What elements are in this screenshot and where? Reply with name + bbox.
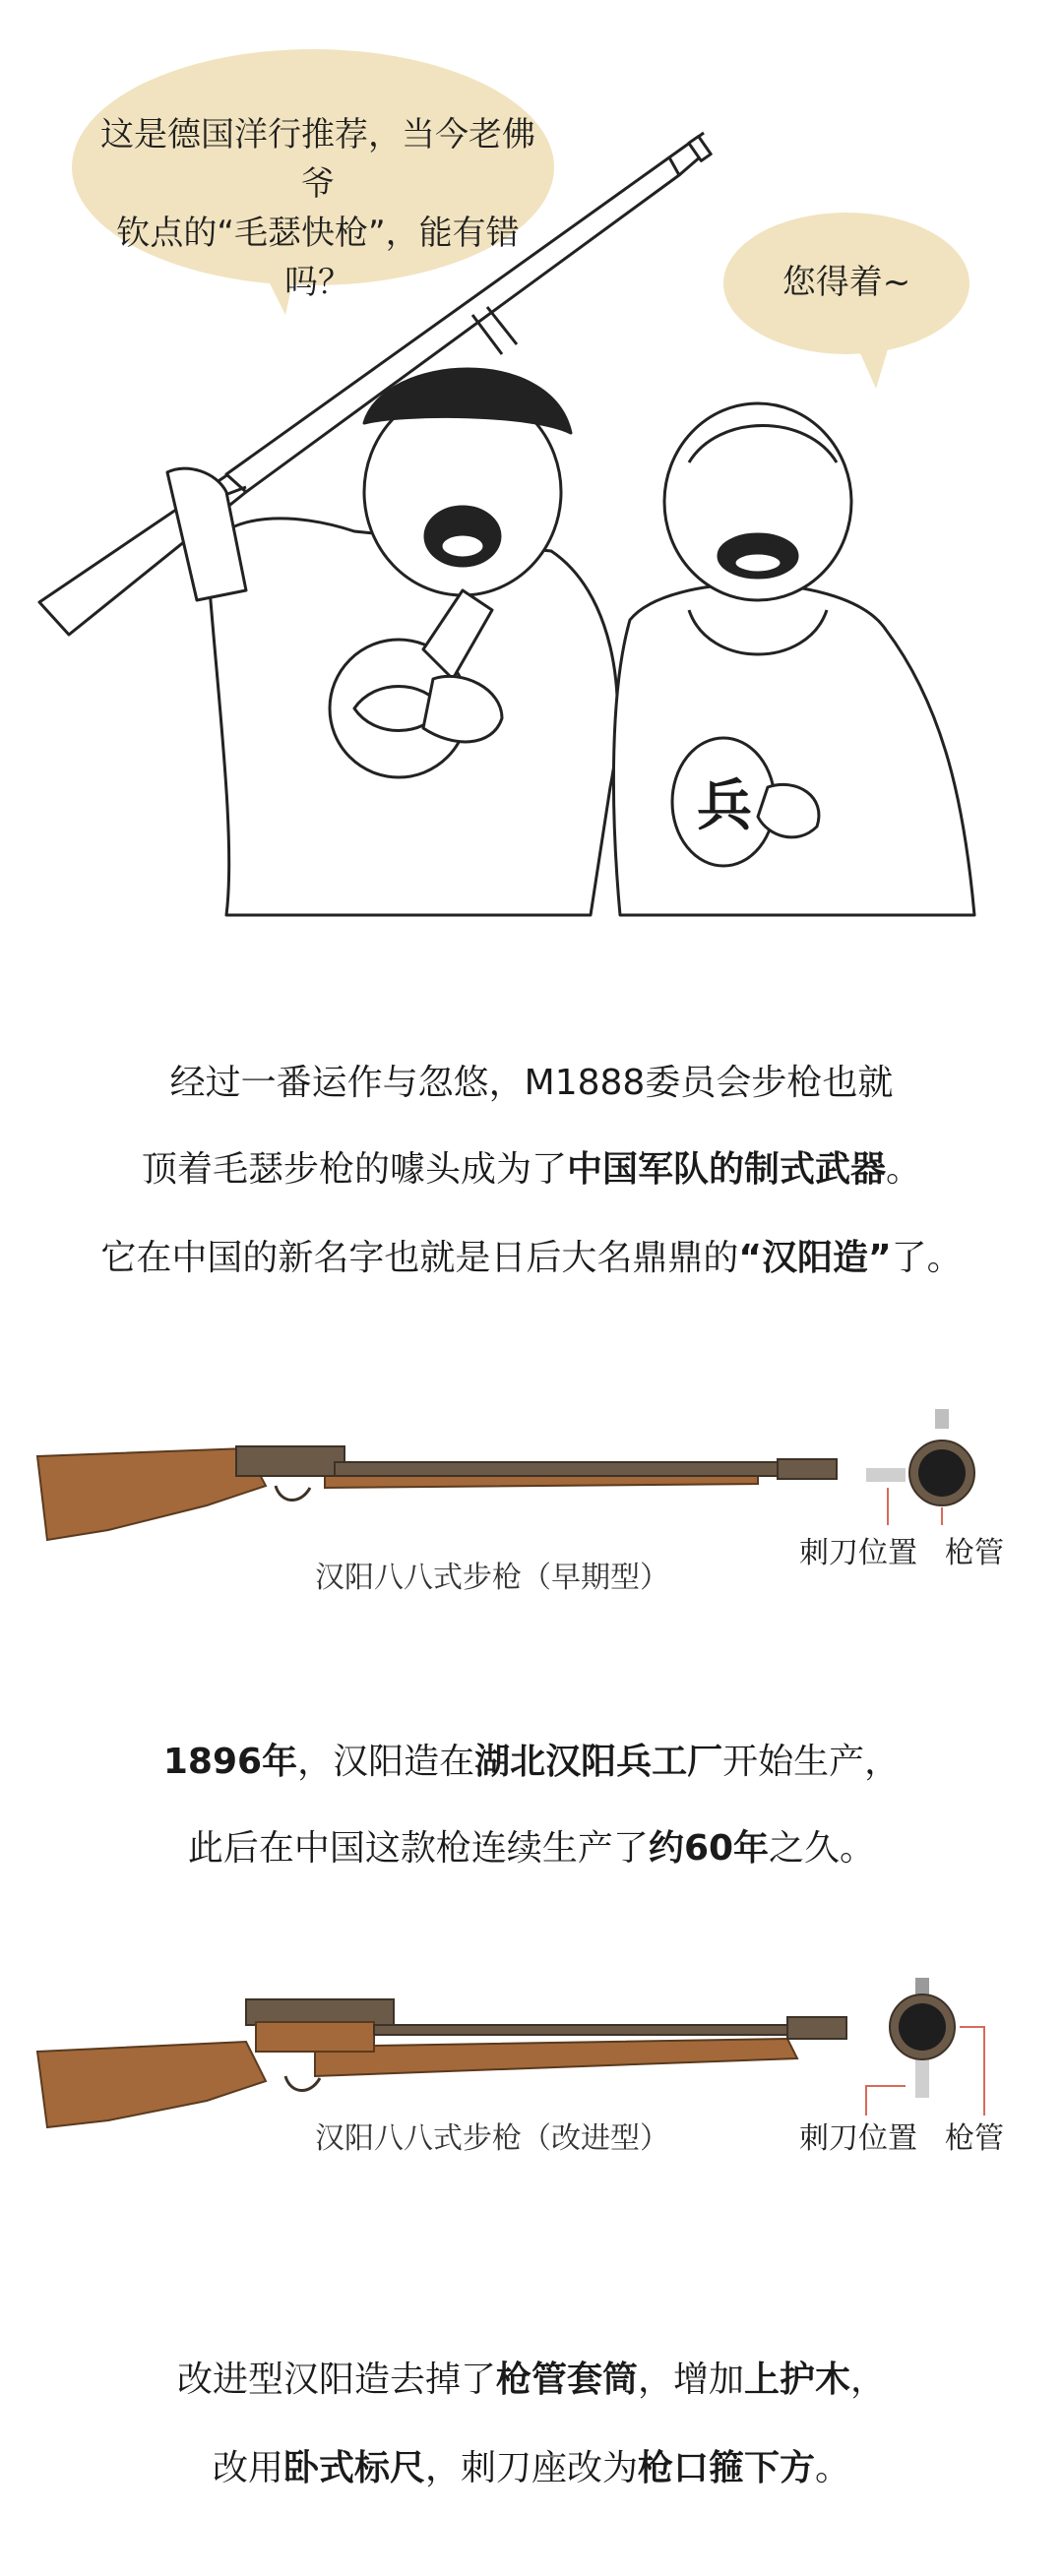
speech-bubble-left-line2: 钦点的“毛瑟快枪”，能有错吗？ xyxy=(116,214,520,302)
intro-line3-text-c: 了。 xyxy=(891,1238,963,1278)
improved-rifle-illustration xyxy=(0,1968,1063,2135)
soldier-badge-text: 兵 xyxy=(697,774,752,838)
speech-bubble-right-text: 您得着~ xyxy=(782,263,911,302)
intro-line2-text-a: 顶着毛瑟步枪的噱头成为了 xyxy=(141,1149,567,1190)
early-barrel-label: 枪管 xyxy=(945,1536,1004,1570)
production-text-2c: 之久。 xyxy=(769,1828,876,1869)
intro-line2-bold: 中国军队的制式武器 xyxy=(566,1149,886,1190)
speech-bubble-left-line1: 这是德国洋行推荐，当今老佛爷 xyxy=(100,115,535,204)
intro-paragraph-line3 xyxy=(0,1230,1063,1280)
intro-line2-text-c: 。 xyxy=(886,1149,922,1190)
production-arsenal: 湖北汉阳兵工厂 xyxy=(474,1742,723,1782)
production-text-d: 开始生产， xyxy=(722,1742,901,1782)
improvements-handguard: 上护木 xyxy=(744,2360,851,2400)
production-text-b: ，汉阳造在 xyxy=(297,1742,475,1782)
improvements-text-1c: ，增加 xyxy=(637,2360,744,2400)
improvements-text-2c: ，刺刀座改为 xyxy=(424,2448,638,2488)
improvements-mount: 枪口箍下方 xyxy=(638,2448,816,2488)
improvements-text-2a: 改用 xyxy=(212,2448,283,2488)
improved-barrel-label: 枪管 xyxy=(945,2121,1004,2156)
official-character-drawing xyxy=(167,369,618,915)
soldier-character-drawing xyxy=(613,403,974,915)
improved-rifle-caption: 汉阳八八式步枪（改进型） xyxy=(315,2121,669,2156)
improvements-text-1a: 改进型汉阳造去掉了 xyxy=(176,2360,496,2400)
improved-rifle-drawing xyxy=(0,1968,1063,2135)
improved-bayonet-label: 刺刀位置 xyxy=(799,2121,917,2156)
production-paragraph-line2 xyxy=(0,1820,1063,1871)
improvements-text-2e: 。 xyxy=(815,2448,851,2488)
improvements-text-1e: ， xyxy=(850,2360,887,2400)
production-paragraph-line1 xyxy=(0,1734,1063,1784)
improvements-paragraph-line1 xyxy=(0,2352,1063,2402)
production-year: 1896年 xyxy=(162,1742,298,1782)
early-bayonet-label: 刺刀位置 xyxy=(799,1536,917,1570)
improvements-paragraph-line2 xyxy=(0,2440,1063,2490)
speech-bubble-left-text xyxy=(87,110,549,307)
early-rifle-caption: 汉阳八八式步枪（早期型） xyxy=(315,1561,669,1595)
production-text-2a: 此后在中国这款枪连续生产了 xyxy=(187,1828,649,1869)
intro-paragraph-line2 xyxy=(0,1141,1063,1192)
improvements-sight: 卧式标尺 xyxy=(282,2448,425,2488)
production-duration: 约60年 xyxy=(648,1828,770,1869)
intro-paragraph-line1: 经过一番运作与忽悠，M1888委员会步枪也就 xyxy=(169,1063,894,1103)
intro-line3-bold: “汉阳造” xyxy=(738,1238,892,1278)
intro-line3-text-a: 它在中国的新名字也就是日后大名鼎鼎的 xyxy=(100,1238,739,1278)
improvements-sleeve: 枪管套筒 xyxy=(495,2360,638,2400)
